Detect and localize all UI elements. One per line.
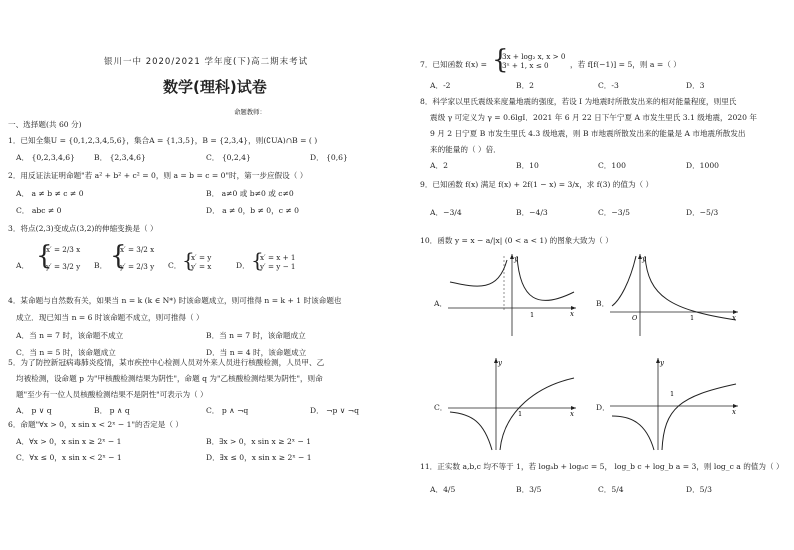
q11-stem: 11．正实数 a,b,c 均不等于 1，若 logₐb + logₐc = 5， log_b c + log_b a = 3，则 log_c a 的值为（ ） <box>420 462 784 471</box>
school-line: 银川一中 2020/2021 学年度(下)高二期末考试 <box>104 57 309 67</box>
graph-b-x-label: x <box>732 314 736 322</box>
q1-stem: 1．已知全集U = {0,1,2,3,4,5,6}，集合A = {1,3,5}，B = {2,3,4}，则(∁UA)∩B = ( ) <box>8 136 318 145</box>
graph-c-y-label: y <box>498 359 502 367</box>
q1-option-a[interactable]: A． {0,2,3,4,6} <box>16 153 75 162</box>
graph-d-y-label: y <box>660 359 664 367</box>
q3-c-brace: { <box>182 248 195 272</box>
graph-a-one-label: 1 <box>530 311 535 319</box>
q6-option-d[interactable]: D．∃x ≤ 0，x sin x ≥ 2ˣ − 1 <box>206 453 312 462</box>
q10-graph-d <box>610 356 742 452</box>
q3-a-system: x′ = 2/3 x y′ = 3/2 y <box>46 245 81 271</box>
q8-option-c[interactable]: C．100 <box>598 161 626 170</box>
q3-c-system: x′ = y y′ = x <box>191 253 212 271</box>
q4-option-d[interactable]: D．当 n = 4 时，该命题成立 <box>206 348 307 357</box>
q11-option-c[interactable]: C．5/4 <box>598 485 624 494</box>
q10-graph-b <box>610 252 742 338</box>
q5-option-d[interactable]: D． ¬p ∨ ¬q <box>310 406 359 415</box>
q3-b-brace: { <box>110 241 127 271</box>
q3-option-b[interactable]: B． <box>94 261 108 270</box>
q10-graph-a <box>448 252 580 338</box>
q3-stem: 3．将点(2,3)变成点(3,2)的伸缩变换是（ ） <box>8 224 158 233</box>
q5-stem-line2: 均被检测，设命题 p 为"甲核酸检测结果为阴性"，命题 q 为"乙核酸检测结果为阴性"，则命 <box>16 374 323 383</box>
q4-option-b[interactable]: B．当 n = 7 时，该命题成立 <box>206 331 306 340</box>
q10-option-b[interactable]: B． <box>596 299 610 308</box>
q7-piecewise: 3x + log₂ x, x > 0 3ˣ + 1, x ≤ 0 <box>502 52 566 70</box>
graph-c-one-label: 1 <box>518 410 523 418</box>
q3-option-a[interactable]: A． <box>16 261 30 270</box>
q7-brace: { <box>492 45 509 75</box>
section-heading: 一、选择题(共 60 分) <box>8 120 82 129</box>
q10-option-d[interactable]: D． <box>596 403 610 412</box>
graph-c-x-label: x <box>570 410 574 418</box>
q1-option-d[interactable]: D． {0,6} <box>310 153 348 162</box>
q2-stem: 2．用反证法证明命题"若 a² + b² + c² = 0，则 a = b = c = 0"时，第一步应假设（ ） <box>8 171 308 180</box>
graph-a-y-label: y <box>514 255 518 263</box>
q9-option-b[interactable]: B．−4/3 <box>516 208 548 217</box>
q3-option-d[interactable]: D． <box>236 261 250 270</box>
q10-option-c[interactable]: C． <box>434 403 448 412</box>
q7-option-d[interactable]: D．3 <box>686 81 705 90</box>
q9-option-c[interactable]: C．−3/5 <box>598 208 630 217</box>
q3-a-brace: { <box>36 241 53 271</box>
q4-option-c[interactable]: C．当 n = 5 时，该命题成立 <box>16 348 116 357</box>
q4-stem-line1: 4．某命题与自然数有关，如果当 n = k (k ∈ N*) 时该命题成立，则可推得 n = k + 1 时该命题也 <box>8 296 342 305</box>
q7-option-a[interactable]: A．-2 <box>430 81 451 90</box>
q9-option-a[interactable]: A．−3/4 <box>430 208 462 217</box>
page-title: 数学(理科)试卷 <box>163 78 267 96</box>
q6-stem: 6．命题"∀x > 0，x sin x < 2ˣ − 1"的否定是（ ） <box>8 420 183 429</box>
q7-option-c[interactable]: C．-3 <box>598 81 619 90</box>
q8-stem-line3: 9 月 2 日宁夏 B 市发生里氏 4.3 级地震，则 B 市地震所散发出来的能量是 A 市地震所散发出 <box>430 129 746 138</box>
q11-option-b[interactable]: B．3/5 <box>516 485 542 494</box>
q5-option-c[interactable]: C． p ∧ ¬q <box>206 406 249 415</box>
q1-option-c[interactable]: C． {0,2,4} <box>206 153 251 162</box>
q5-option-b[interactable]: B． p ∧ q <box>94 406 130 415</box>
q2-option-a[interactable]: A． a ≠ b ≠ c ≠ 0 <box>16 189 84 198</box>
q2-option-c[interactable]: C． abc ≠ 0 <box>16 206 62 215</box>
q10-stem: 10．函数 y = x − a/|x| (0 < a < 1) 的图象大致为（ ） <box>420 236 613 245</box>
q8-option-a[interactable]: A．2 <box>430 161 448 170</box>
q8-stem-line1: 8．科学家以里氏震级来度量地震的强度，若设 I 为地震时所散发出来的相对能量程度，则里氏 <box>420 97 737 106</box>
q3-d-system: x′ = x + 1 y′ = y − 1 <box>260 253 296 271</box>
q10-graph-c <box>448 356 580 452</box>
graph-a-x-label: x <box>570 310 574 318</box>
q6-option-b[interactable]: B．∃x > 0，x sin x ≥ 2ˣ − 1 <box>206 437 312 446</box>
q3-d-brace: { <box>251 248 264 272</box>
q7-option-b[interactable]: B．2 <box>516 81 535 90</box>
q6-option-a[interactable]: A．∀x > 0，x sin x ≥ 2ˣ − 1 <box>16 437 122 446</box>
q3-option-c[interactable]: C． <box>168 261 182 270</box>
q5-stem-line3: 题"至少有一位人员核酸检测结果不是阴性"可表示为（ ） <box>16 390 208 399</box>
graph-b-one-label: 1 <box>690 314 695 322</box>
graph-d-x-label: x <box>732 408 736 416</box>
graph-b-y-label: y <box>642 255 646 263</box>
q11-option-d[interactable]: D．5/3 <box>686 485 712 494</box>
q11-option-a[interactable]: A．4/5 <box>430 485 456 494</box>
q9-stem: 9．已知函数 f(x) 满足 f(x) + 2f(1 − x) = 3/x，求 f(3) 的值为（ ） <box>420 180 654 189</box>
proposer-label: 命题教师： <box>234 108 266 116</box>
q4-stem-line2: 成立．现已知当 n = 6 时该命题不成立，则可推得（ ） <box>16 313 204 322</box>
q5-stem-line1: 5．为了防控新冠病毒肺炎疫情，某市疾控中心检测人员对外来人员进行核酸检测，人员甲、乙 <box>8 358 325 367</box>
q2-option-d[interactable]: D． a ≠ 0，b ≠ 0，c ≠ 0 <box>206 206 299 215</box>
q4-option-a[interactable]: A．当 n = 7 时，该命题不成立 <box>16 331 124 340</box>
q8-option-d[interactable]: D．1000 <box>686 161 720 170</box>
q5-option-a[interactable]: A． p ∨ q <box>16 406 52 415</box>
left-column <box>8 0 403 550</box>
q8-stem-line4: 来的能量的（ ）倍． <box>430 145 501 154</box>
q8-option-b[interactable]: B．10 <box>516 161 539 170</box>
q8-stem-line2: 震级 γ 可定义为 γ = 0.6lgI．2021 年 6 月 22 日下午宁夏 A 市发生里氏 3.1 级地震，2020 年 <box>430 113 757 122</box>
graph-b-origin-label: O <box>632 314 638 322</box>
q6-option-c[interactable]: C．∀x ≤ 0，x sin x < 2ˣ − 1 <box>16 453 122 462</box>
right-column <box>420 0 784 550</box>
q9-option-d[interactable]: D．−5/3 <box>686 208 719 217</box>
graph-d-one-label: 1 <box>670 390 675 398</box>
q3-b-system: x′ = 3/2 x y′ = 2/3 y <box>120 245 155 271</box>
q7-stem-post: ，若 f[f(−1)] = 5，则 a =（ ） <box>570 60 681 69</box>
q2-option-b[interactable]: B． a≠0 或 b≠0 或 c≠0 <box>206 189 294 198</box>
q10-option-a[interactable]: A． <box>434 299 448 308</box>
q7-stem-pre: 7．已知函数 f(x) = <box>420 60 488 69</box>
q1-option-b[interactable]: B． {2,3,4,6} <box>94 153 146 162</box>
